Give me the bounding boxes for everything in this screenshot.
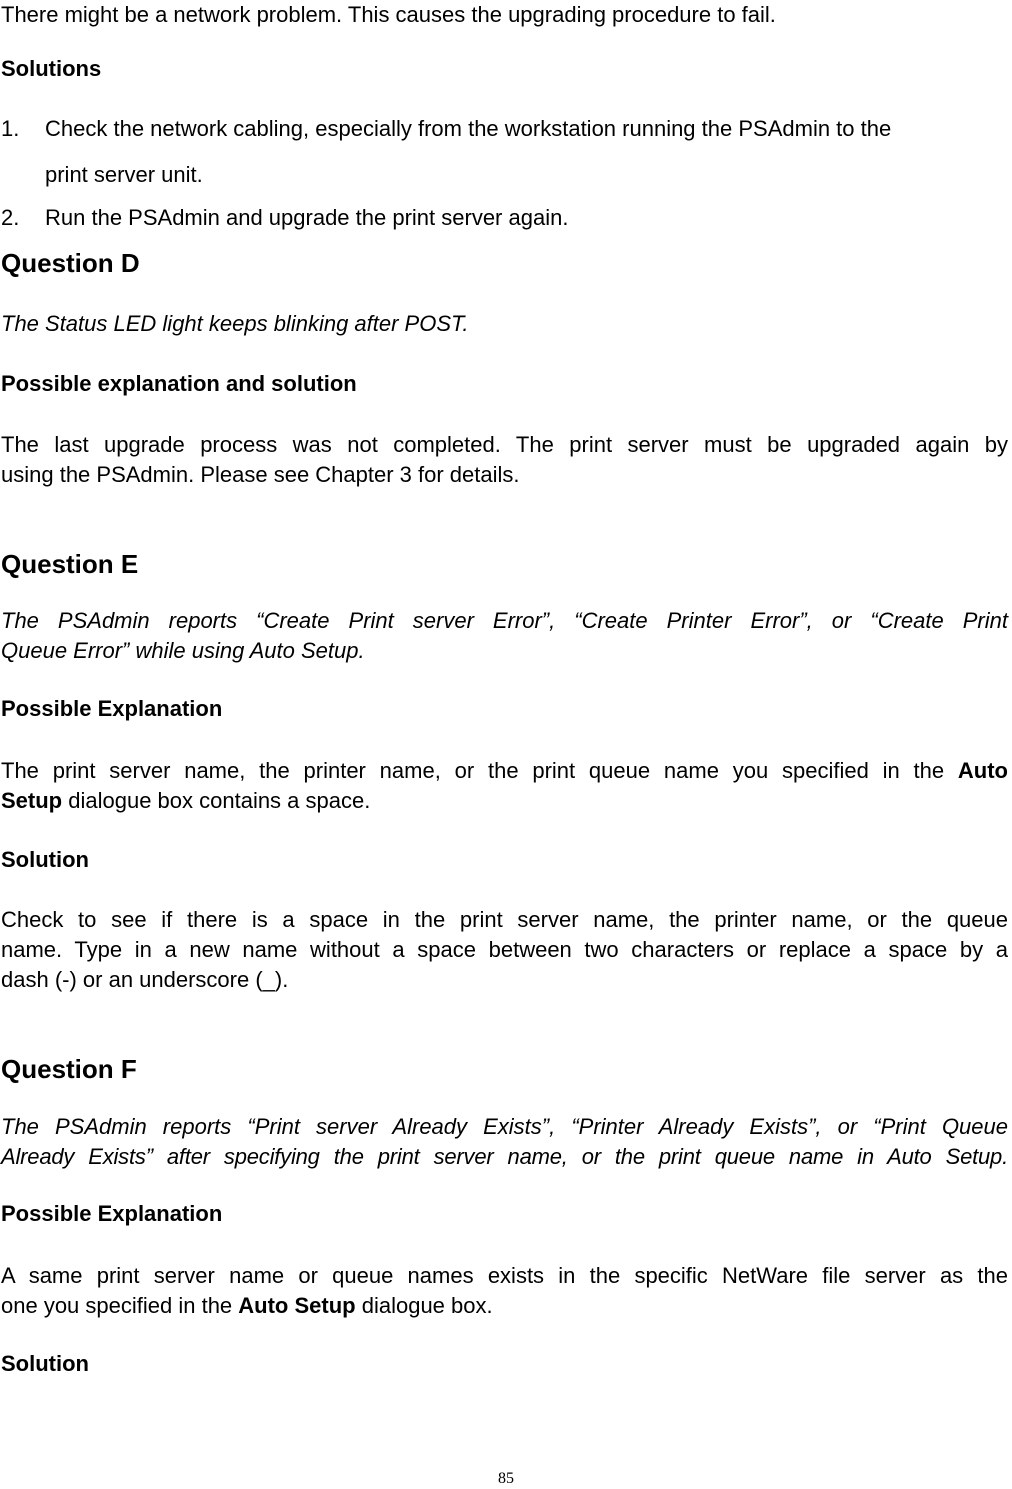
explanation-text: one you specified in the [1,1293,239,1318]
question-e-solution-heading: Solution [1,847,89,872]
auto-setup-term: Auto [957,758,1008,783]
question-e-explanation-line [1,756,1008,786]
page-number: 85 [498,1470,514,1487]
question-e-problem-line: The PSAdmin reports “Create Print server Error”, “Create Printer Error”, or “Create Print [1,608,1008,633]
question-f-problem-line: The PSAdmin reports “Print server Already Exists”, “Printer Already Exists”, or “Print Queue [1,1114,1008,1139]
auto-setup-term: Setup [1,788,63,813]
question-e-explanation-heading: Possible Explanation [1,696,223,721]
list-item [1,114,891,144]
explanation-text: dialogue box. [355,1293,493,1318]
intro-text: There might be a network problem. This causes the upgrading procedure to fail. [1,2,776,27]
question-e-heading: Question E [1,549,139,579]
list-text: Check the network cabling, especially from the workstation running the PSAdmin to the [45,116,892,141]
question-f-solution-heading: Solution [1,1351,89,1376]
question-d-heading: Question D [1,248,140,278]
explanation-text: dialogue box contains a space. [62,788,371,813]
explanation-text: The print server name, the printer name, or the print queue name you specified in the [1,758,958,783]
list-text: Run the PSAdmin and upgrade the print server again. [45,205,569,230]
question-f-problem-line: Already Exists” after specifying the print server name, or the print queue name in Auto Setup. [1,1144,1008,1169]
question-f-explanation-line [1,1291,493,1321]
question-d-subheading: Possible explanation and solution [1,371,357,396]
list-item-continuation: print server unit. [45,162,203,187]
auto-setup-term: Auto Setup [238,1293,356,1318]
list-item [1,203,568,233]
question-f-explanation-heading: Possible Explanation [1,1201,223,1226]
question-e-explanation-line [1,786,370,816]
question-e-solution-line: Check to see if there is a space in the print server name, the printer name, or the queue [1,907,1008,932]
question-e-problem-line: Queue Error” while using Auto Setup. [1,638,365,663]
list-number: 2. [1,205,20,230]
question-d-answer-line: The last upgrade process was not completed. The print server must be upgraded again by [1,432,1008,457]
question-e-solution-line: dash (-) or an underscore (_). [1,967,289,992]
solutions-heading: Solutions [1,56,102,81]
question-f-heading: Question F [1,1054,137,1084]
question-f-explanation-line: A same print server name or queue names exists in the specific NetWare file server as the [1,1263,1008,1288]
question-d-answer-line: using the PSAdmin. Please see Chapter 3 for details. [1,462,520,487]
question-e-solution-line: name. Type in a new name without a space between two characters or replace a space by a [1,937,1008,962]
question-d-problem: The Status LED light keeps blinking after POST. [1,311,469,336]
list-number: 1. [1,116,20,141]
